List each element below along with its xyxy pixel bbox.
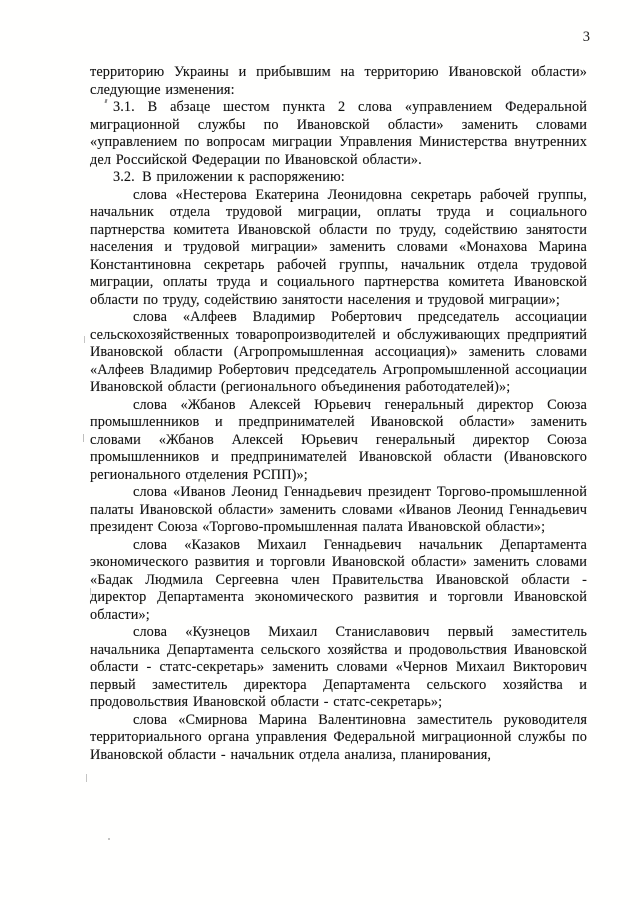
scan-artifact bbox=[108, 838, 110, 840]
paragraph-continuation: территорию Украины и прибывшим на территорию Ивановской области» следующие изменения: bbox=[90, 64, 587, 98]
document-body bbox=[90, 64, 587, 764]
paragraph-replacement-ivanov: слова «Иванов Леонид Геннадьевич президент Торгово-промышленной палаты Ивановской области» заменить словами «Иванов Леонид Геннадьевич президент Союза «Торгово-промышленная палата Ивановской области»; bbox=[90, 484, 587, 535]
scan-artifact bbox=[84, 336, 85, 343]
paragraph-replacement-smirnova: слова «Смирнова Марина Валентиновна заместитель руководителя территориального органа управления Федеральной миграционной службы по Ивановской области - начальник отдела анализа, планирования, bbox=[90, 711, 587, 763]
scan-artifact bbox=[90, 588, 91, 595]
paragraph-replacement-kazakov: слова «Казаков Михаил Геннадьевич начальник Департамента экономического развития и торговли Ивановской области» заменить словами «Бадак Людмила Сергеевна член Правительства Ивановской области - директор Департамента экономического развития и торговли Ивановской области»; bbox=[90, 536, 587, 623]
paragraph-clause-3-1: 3.1. В абзаце шестом пункта 2 слова «управлением Федеральной миграционной службы по Ивановской области» заменить словами «управлением по вопросам миграции Управления Министерства внутренних дел Российской Федерации по Ивановской области». bbox=[90, 99, 587, 168]
scan-artifact bbox=[83, 434, 84, 442]
paragraph-clause-3-2: 3.2. В приложении к распоряжению: bbox=[113, 169, 345, 185]
scan-artifact bbox=[86, 774, 87, 782]
paragraph-replacement-kuznetsov: слова «Кузнецов Михаил Станиславович первый заместитель начальника Департамента сельского хозяйства и продовольствия Ивановской области - статс-секретарь» заменить словами «Чернов Михаил Викторович первый заместитель директора Департамента сельского хозяйства и продовольствия Ивановской области - статс-секретарь»; bbox=[90, 624, 587, 710]
paragraph-replacement-nesterova: слова «Нестерова Екатерина Леонидовна секретарь рабочей группы, начальник отдела трудовой миграции, оплаты труда и социального партнерства комитета Ивановской области по труду, содействию занятости населения и трудовой миграции» заменить словами «Монахова Марина Константиновна секретарь рабочей группы, начальник отдела трудовой миграции, оплаты труда и социального партнерства комитета Ивановской области по труду, содействию занятости населения и трудовой миграции»; bbox=[90, 186, 587, 308]
paragraph-replacement-zhbanov: слова «Жбанов Алексей Юрьевич генеральный директор Союза промышленников и предпринимателей Ивановской области» заменить словами «Жбанов Алексей Юрьевич генеральный директор Союза промышленников и предпринимателей Ивановской области (Ивановского регионального отделения РСПП)»; bbox=[90, 396, 587, 483]
paragraph-replacement-alfeev: слова «Алфеев Владимир Робертович председатель ассоциации сельскохозяйственных товаропроизводителей и обслуживающих предприятий Ивановской области (Агропромышленная ассоциация)» заменить словами «Алфеев Владимир Робертович председатель Агропромышленной ассоциации Ивановской области (регионального объединения работодателей)»; bbox=[90, 309, 587, 395]
page-number: 3 bbox=[582, 29, 590, 45]
